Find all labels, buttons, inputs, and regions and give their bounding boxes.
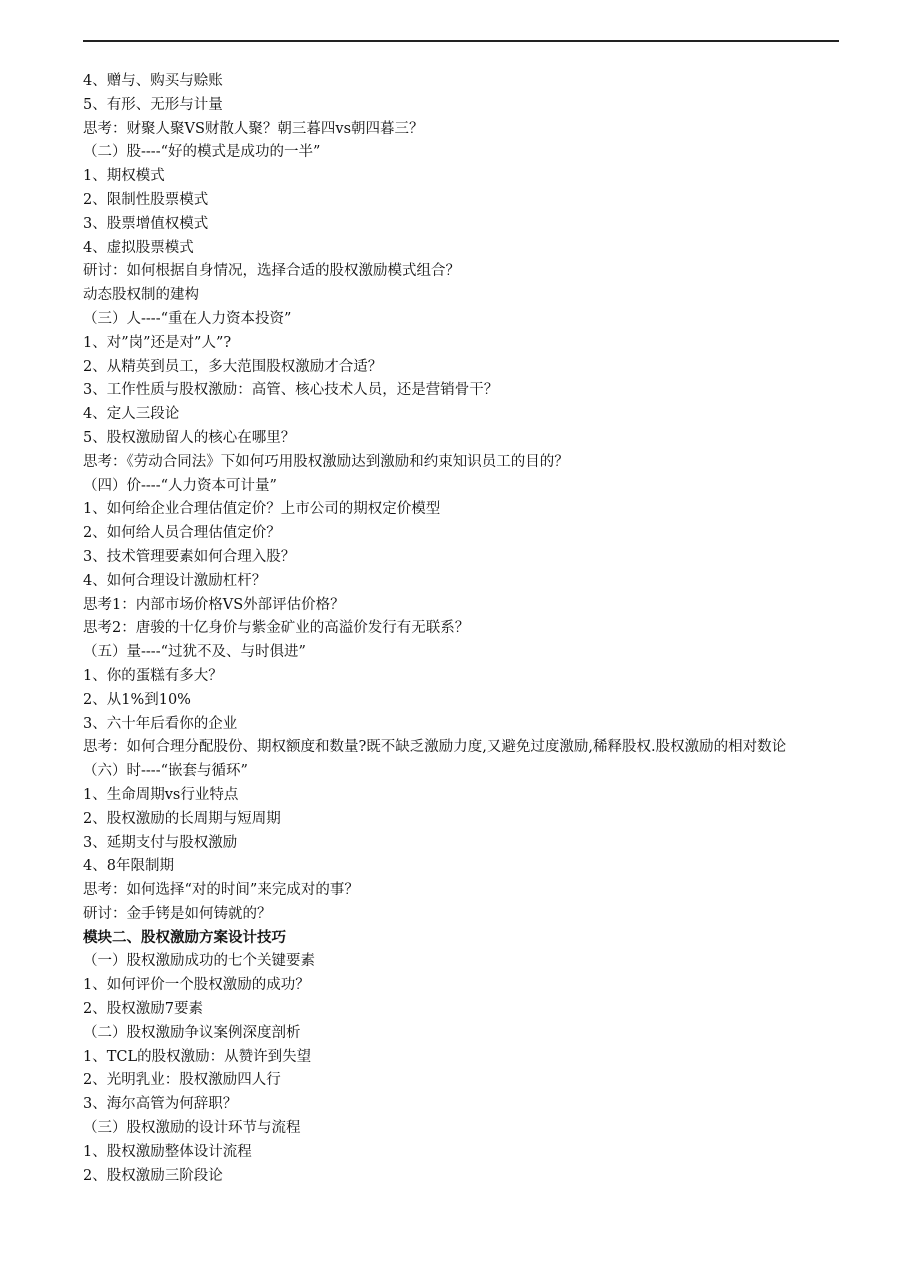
text-line: 研讨：金手铐是如何铸就的？ <box>83 905 272 922</box>
text-line: 3、工作性质与股权激励：高管、核心技术人员，还是营销骨干？ <box>83 382 499 399</box>
text-line: 2、限制性股票模式 <box>83 191 209 208</box>
text-line: 动态股权制的建构 <box>83 287 199 304</box>
text-line: 4、8年限制期 <box>83 858 174 875</box>
text-line: 1、股权激励整体设计流程 <box>83 1143 252 1160</box>
text-line: （三）股权激励的设计环节与流程 <box>83 1120 301 1137</box>
text-line: 2、从精英到员工，多大范围股权激励才合适？ <box>83 358 383 375</box>
section-heading: 模块二、股权激励方案设计技巧 <box>83 929 286 946</box>
text-line: 3、六十年后看你的企业 <box>83 715 238 732</box>
text-line: 5、有形、无形与计量 <box>83 96 223 113</box>
text-line: 3、海尔高管为何辞职？ <box>83 1096 238 1113</box>
text-line: 2、股权激励的长周期与短周期 <box>83 810 281 827</box>
document-body <box>83 70 843 1188</box>
text-line: 2、从1%到10% <box>83 691 191 708</box>
text-line: 2、股权激励三阶段论 <box>83 1167 223 1184</box>
text-line: 1、生命周期vs行业特点 <box>83 786 239 803</box>
text-line: 2、光明乳业：股权激励四人行 <box>83 1072 281 1089</box>
header-rule <box>83 40 839 42</box>
text-line: 5、股权激励留人的核心在哪里？ <box>83 429 296 446</box>
text-line: 3、技术管理要素如何合理入股？ <box>83 548 296 565</box>
text-line: 2、股权激励7要素 <box>83 1001 203 1018</box>
text-line: 1、你的蛋糕有多大？ <box>83 667 223 684</box>
text-line: 4、定人三段论 <box>83 406 180 423</box>
text-line: 思考1：内部市场价格VS外部评估价格？ <box>83 596 345 613</box>
text-line: （二）股权激励争议案例深度剖析 <box>83 1024 301 1041</box>
text-line: （五）量----“过犹不及、与时俱进” <box>83 644 306 661</box>
text-line: 3、延期支付与股权激励 <box>83 834 238 851</box>
text-line: 1、TCL的股权激励：从赞许到失望 <box>83 1048 312 1065</box>
text-line: 思考：财聚人聚VS财散人聚？朝三暮四vs朝四暮三？ <box>83 120 424 137</box>
text-line: 1、期权模式 <box>83 168 165 185</box>
text-line: 4、如何合理设计激励杠杆？ <box>83 572 267 589</box>
text-line: （四）价----“人力资本可计量” <box>83 477 277 494</box>
text-line: （一）股权激励成功的七个关键要素 <box>83 953 315 970</box>
text-line: 思考：《劳动合同法》下如何巧用股权激励达到激励和约束知识员工的目的？ <box>83 453 569 470</box>
text-line: 1、对”岗”还是对”人”? <box>83 334 232 351</box>
text-line: 研讨：如何根据自身情况，选择合适的股权激励模式组合？ <box>83 263 460 280</box>
text-line: 思考：如何合理分配股份、期权额度和数量?既不缺乏激励力度,又避免过度激励,稀释股权.股权激励的相对数论 <box>83 739 787 756</box>
text-line: 思考：如何选择“对的时间”来完成对的事？ <box>83 882 359 899</box>
text-line: （二）股----“好的模式是成功的一半” <box>83 144 321 161</box>
text-line: 思考2：唐骏的十亿身价与紫金矿业的高溢价发行有无联系？ <box>83 620 470 637</box>
text-line: 1、如何评价一个股权激励的成功？ <box>83 977 310 994</box>
text-line: （六）时----“嵌套与循环” <box>83 763 248 780</box>
text-line: （三）人----“重在人力资本投资” <box>83 310 292 327</box>
text-line: 1、如何给企业合理估值定价？上市公司的期权定价模型 <box>83 501 441 518</box>
text-line: 4、虚拟股票模式 <box>83 239 194 256</box>
text-line: 2、如何给人员合理估值定价？ <box>83 525 281 542</box>
text-line: 4、赠与、购买与赊账 <box>83 73 223 89</box>
text-line: 3、股票增值权模式 <box>83 215 209 232</box>
